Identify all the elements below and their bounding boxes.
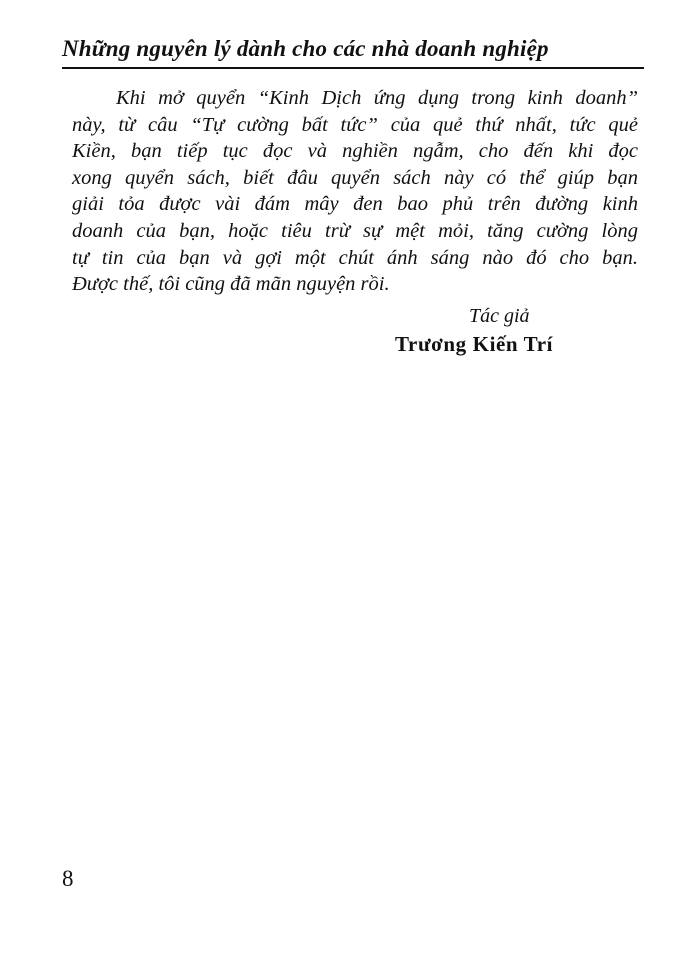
paragraph-line: giải tỏa được vài đám mây đen bao phủ trên đường kinh [72, 193, 638, 216]
paragraph-line: Kiền, bạn tiếp tục đọc và nghiền ngẫm, cho đến khi đọc [72, 140, 638, 163]
header-rule [62, 67, 644, 69]
body-paragraph [72, 85, 638, 298]
paragraph-line: doanh của bạn, hoặc tiêu trừ sự mệt mỏi, tăng cường lòng [72, 219, 638, 242]
signature-role: Tác giả [469, 305, 530, 327]
paragraph-line: Khi mở quyển “Kinh Dịch ứng dụng trong kinh doanh” [116, 87, 638, 109]
running-header-title: Những nguyên lý dành cho các nhà doanh nghiệp [62, 36, 549, 61]
paragraph-line: xong quyển sách, biết đâu quyển sách này có thể giúp bạn [72, 166, 638, 189]
paragraph-line: này, từ câu “Tự cường bất tức” của quẻ thứ nhất, tức quẻ [72, 113, 638, 136]
signature-author-name: Trương Kiến Trí [395, 332, 554, 356]
page-number: 8 [62, 866, 74, 891]
paragraph-line: tự tin của bạn và gợi một chút ánh sáng nào đó cho bạn. [72, 246, 638, 269]
paragraph-line: Được thế, tôi cũng đã mãn nguyện rồi. [72, 273, 390, 296]
